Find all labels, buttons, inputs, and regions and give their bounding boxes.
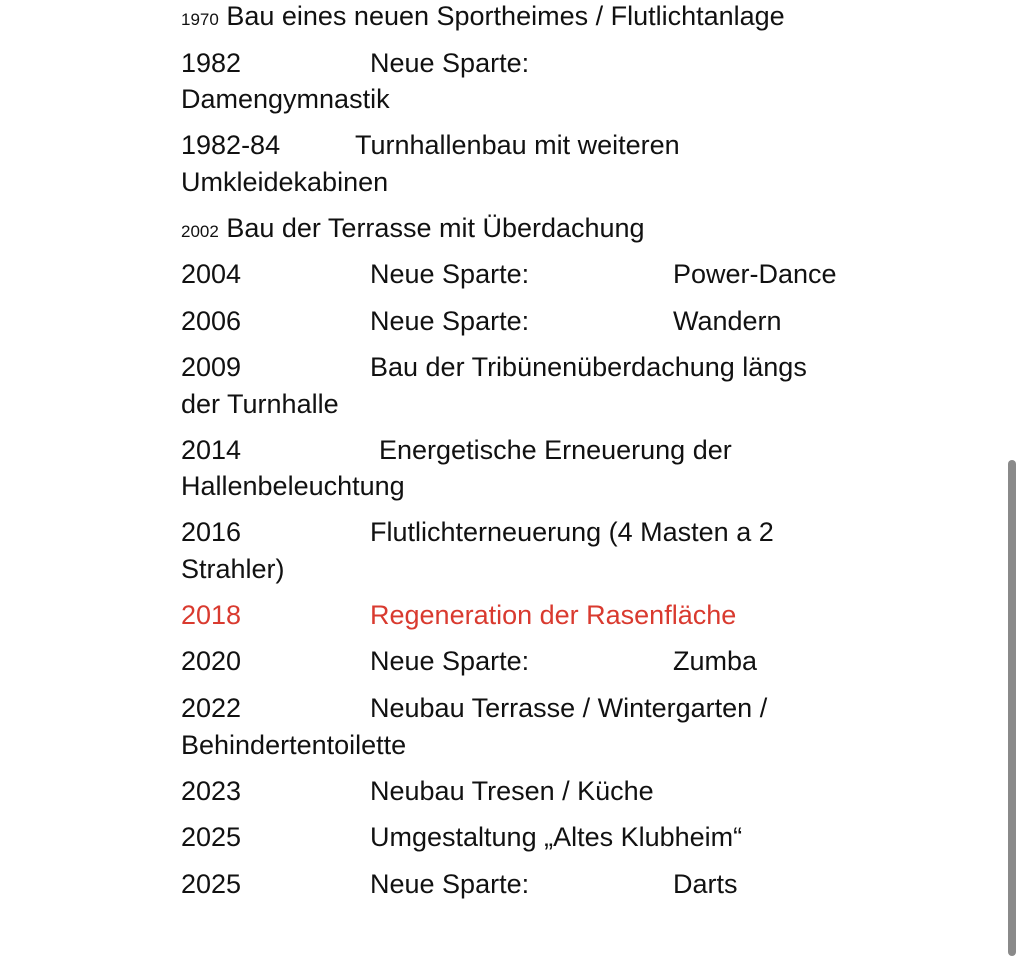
entry-2016-continuation [181,551,285,587]
entry-2025-klubheim [181,819,743,855]
entry-year: 2014 [181,435,242,465]
entry-year: 2016 [181,517,242,547]
entry-2009-continuation [181,386,339,422]
entry-year: 2004 [181,259,242,289]
entry-year: 2009 [181,352,242,382]
entry-text: Umgestaltung „Altes Klubheim“ [370,822,743,852]
entry-year: 1982 [181,48,242,78]
entry-year: 2025 [181,822,242,852]
entry-2009 [181,349,807,385]
entry-year: 2022 [181,693,242,723]
entry-extra: Darts [673,869,738,899]
entry-text: Bau der Terrasse mit Überdachung [226,213,645,243]
entry-2018-highlighted [181,597,737,633]
entry-2014-continuation [181,468,405,504]
entry-text-continuation: der Turnhalle [181,389,339,419]
entry-text: Neue Sparte: [370,646,530,676]
entry-2016 [181,514,774,550]
entry-2023 [181,773,654,809]
entry-text: Neue Sparte: [370,48,530,78]
entry-text-continuation: Damengymnastik [181,84,390,114]
entry-year: 1982-84 [181,130,281,160]
entry-1982-continuation [181,81,390,117]
entry-2006 [181,303,782,339]
vertical-scrollbar[interactable] [1008,460,1016,956]
entry-text: Turnhallenbau mit weiteren [355,130,680,160]
entry-year: 2025 [181,869,242,899]
entry-2022 [181,690,768,726]
entry-2025-darts [181,866,738,902]
entry-2014 [181,432,732,468]
entry-extra: Zumba [673,646,758,676]
entry-text-continuation: Umkleidekabinen [181,167,389,197]
entry-text: Bau eines neuen Sportheimes / Flutlichtanlage [226,1,785,31]
entry-extra: Wandern [673,306,782,336]
entry-1982 [181,45,530,81]
entry-text: Flutlichterneuerung (4 Masten a 2 [370,517,774,547]
entry-text: Regeneration der Rasenfläche [370,600,737,630]
entry-1970 [181,0,785,38]
entry-year: 2023 [181,776,242,806]
entry-year: 2018 [181,600,242,630]
entry-text: Neubau Terrasse / Wintergarten / [370,693,768,723]
entry-year: 2002 [181,222,219,241]
entry-2004 [181,256,837,292]
entry-text: Neue Sparte: [370,259,530,289]
entry-text: Neue Sparte: [370,306,530,336]
entry-2002 [181,210,645,250]
entry-2020 [181,643,758,679]
entry-text: Energetische Erneuerung der [379,435,732,465]
entry-year: 2020 [181,646,242,676]
entry-year: 2006 [181,306,242,336]
entry-year: 1970 [181,10,219,29]
entry-extra: Power-Dance [673,259,837,289]
entry-2022-continuation [181,727,406,763]
entry-text: Neue Sparte: [370,869,530,899]
entry-text: Bau der Tribünenüberdachung längs [370,352,807,382]
entry-1982-84-continuation [181,164,388,200]
entry-text-continuation: Hallenbeleuchtung [181,471,405,501]
entry-text: Neubau Tresen / Küche [370,776,654,806]
entry-text-continuation: Strahler) [181,554,285,584]
entry-text-continuation: Behindertentoilette [181,730,407,760]
entry-1982-84 [181,127,680,163]
